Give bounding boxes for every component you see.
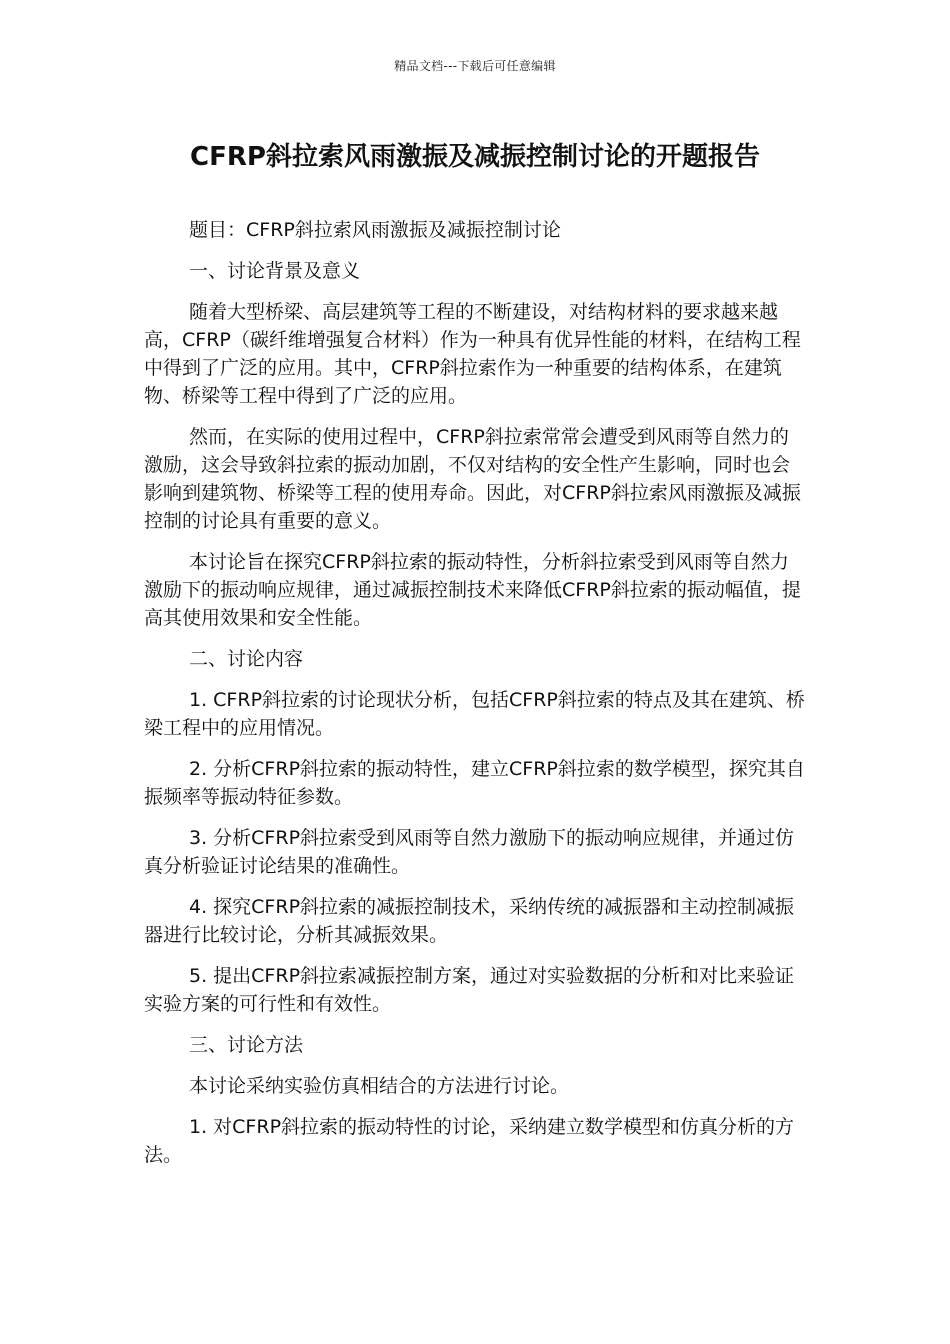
paragraph-background-1: 随着大型桥梁、高层建筑等工程的不断建设，对结构材料的要求越来越高，CFRP（碳纤维增强复合材料）作为一种具有优异性能的材料，在结构工程中得到了广泛的应用。其中，CFRP斜拉索作为一种重要的结构体系，在建筑物、桥梁等工程中得到了广泛的应用。 — [144, 301, 801, 407]
content-item-5: 5. 提出CFRP斜拉索减振控制方案，通过对实验数据的分析和对比来验证实验方案的可行性和有效性。 — [144, 965, 795, 1015]
section-heading-content: 二、讨论内容 — [189, 648, 304, 670]
content-item-2: 2. 分析CFRP斜拉索的振动特性，建立CFRP斜拉索的数学模型，探究其自振频率等振动特征参数。 — [144, 758, 805, 808]
document-body — [144, 216, 806, 1182]
content-item-3: 3. 分析CFRP斜拉索受到风雨等自然力激励下的振动响应规律，并通过仿真分析验证讨论结果的准确性。 — [144, 827, 795, 877]
section-heading-methods: 三、讨论方法 — [189, 1034, 304, 1056]
content-item-4: 4. 探究CFRP斜拉索的减振控制技术，采纳传统的减振器和主动控制减振器进行比较讨论，分析其减振效果。 — [144, 896, 795, 946]
page-title: CFRP斜拉索风雨激振及减振控制讨论的开题报告 — [190, 142, 760, 172]
paragraph-background-3: 本讨论旨在探究CFRP斜拉索的振动特性，分析斜拉索受到风雨等自然力激励下的振动响应规律，通过减振控制技术来降低CFRP斜拉索的振动幅值，提高其使用效果和安全性能。 — [144, 551, 801, 629]
methods-item-1: 1. 对CFRP斜拉索的振动特性的讨论，采纳建立数学模型和仿真分析的方法。 — [144, 1116, 795, 1166]
topic-line: 题目：CFRP斜拉索风雨激振及减振控制讨论 — [189, 219, 561, 241]
paragraph-methods-intro: 本讨论采纳实验仿真相结合的方法进行讨论。 — [189, 1075, 570, 1097]
section-heading-background: 一、讨论背景及意义 — [189, 260, 361, 282]
paragraph-background-2: 然而，在实际的使用过程中，CFRP斜拉索常常会遭受到风雨等自然力的激励，这会导致斜拉索的振动加剧，不仅对结构的安全性产生影响，同时也会影响到建筑物、桥梁等工程的使用寿命。因此，对CFRP斜拉索风雨激振及减振控制的讨论具有重要的意义。 — [144, 426, 801, 532]
content-item-1: 1. CFRP斜拉索的讨论现状分析，包括CFRP斜拉索的特点及其在建筑、桥梁工程中的应用情况。 — [144, 689, 805, 739]
header-note: 精品文档---下载后可任意编辑 — [394, 59, 556, 73]
